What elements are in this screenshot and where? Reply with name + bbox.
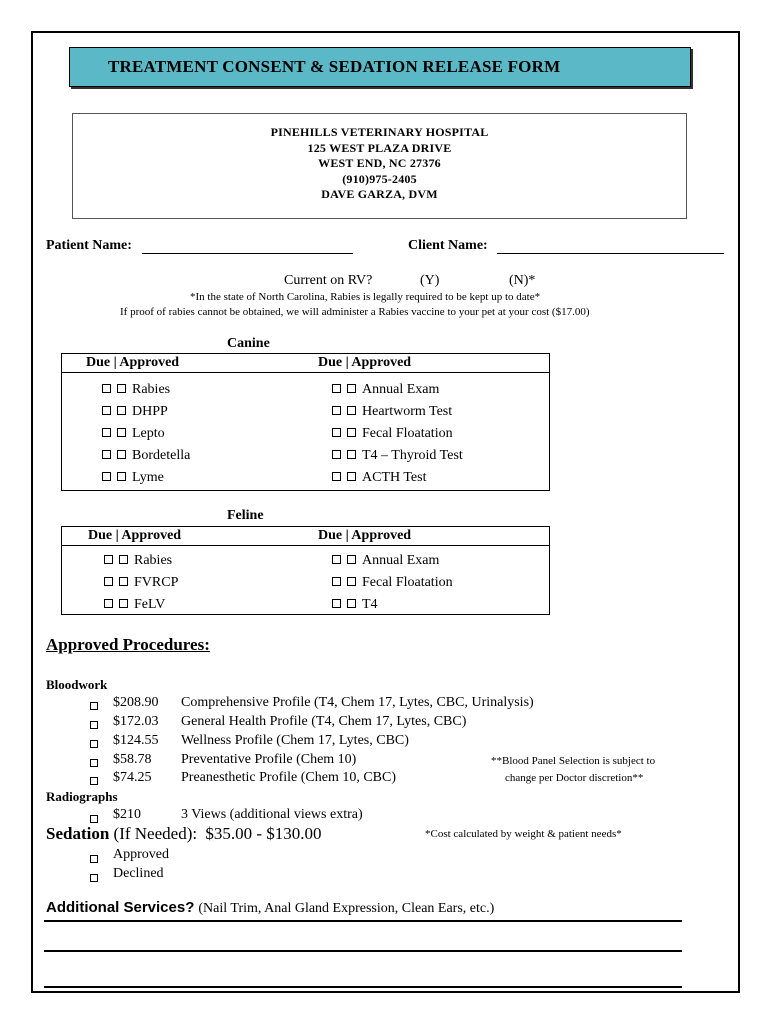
hospital-doctor: DAVE GARZA, DVM (321, 187, 438, 202)
canine-row[interactable] (102, 448, 190, 464)
canine-row[interactable] (332, 426, 453, 442)
due-checkbox[interactable] (102, 450, 111, 459)
sedation-cost-note: *Cost calculated by weight & patient needs* (425, 828, 622, 840)
canine-title: Canine (227, 336, 270, 351)
approved-checkbox[interactable] (347, 577, 356, 586)
bloodwork-desc: Preanesthetic Profile (Chem 10, CBC) (181, 770, 397, 785)
form-title: TREATMENT CONSENT & SEDATION RELEASE FORM (108, 57, 561, 76)
due-checkbox[interactable] (102, 428, 111, 437)
vaccine-label: FeLV (134, 597, 166, 612)
feline-table (61, 526, 550, 615)
bloodwork-checkbox[interactable] (90, 772, 98, 790)
patient-name-field[interactable] (142, 253, 353, 254)
approved-checkbox[interactable] (347, 555, 356, 564)
bloodwork-checkbox[interactable] (90, 697, 98, 715)
rabies-question: Current on RV? (284, 273, 373, 288)
vaccine-label: Lepto (132, 426, 165, 441)
approved-checkbox[interactable] (117, 450, 126, 459)
canine-row[interactable] (102, 426, 165, 442)
bloodwork-price: $74.25 (113, 770, 152, 785)
sedation-line (46, 824, 322, 844)
due-checkbox[interactable] (102, 384, 111, 393)
additional-services-label: Additional Services? (46, 899, 195, 916)
sedation-label: Sedation (46, 824, 110, 843)
approved-checkbox[interactable] (117, 472, 126, 481)
approved-checkbox[interactable] (119, 577, 128, 586)
due-checkbox[interactable] (332, 577, 341, 586)
client-name-label: Client Name: (408, 238, 488, 253)
due-checkbox[interactable] (332, 384, 341, 393)
canine-left-col-header: Due | Approved (86, 355, 180, 370)
rabies-no[interactable]: (N)* (509, 273, 536, 288)
vaccine-label: DHPP (132, 404, 168, 419)
radiographs-desc: 3 Views (additional views extra) (181, 807, 363, 822)
due-checkbox[interactable] (332, 599, 341, 608)
form-title-bar (69, 47, 691, 87)
approved-checkbox[interactable] (119, 599, 128, 608)
due-checkbox[interactable] (104, 577, 113, 586)
test-label: Fecal Floatation (362, 575, 453, 590)
canine-row[interactable] (102, 382, 170, 398)
hospital-info-box (72, 113, 687, 219)
approved-checkbox[interactable] (117, 384, 126, 393)
patient-name-label: Patient Name: (46, 238, 132, 253)
due-checkbox[interactable] (332, 450, 341, 459)
due-checkbox[interactable] (102, 406, 111, 415)
sedation-declined-label: Declined (113, 866, 164, 881)
additional-services-line-1[interactable] (44, 920, 682, 922)
test-label: ACTH Test (362, 470, 427, 485)
approved-procedures-heading: Approved Procedures: (46, 635, 210, 654)
test-label: Fecal Floatation (362, 426, 453, 441)
approved-checkbox[interactable] (119, 555, 128, 564)
due-checkbox[interactable] (104, 555, 113, 564)
sedation-approved-label: Approved (113, 847, 169, 862)
vaccine-label: Rabies (134, 553, 173, 568)
bloodwork-checkbox[interactable] (90, 735, 98, 753)
bloodwork-desc: General Health Profile (T4, Chem 17, Lytes, CBC) (181, 714, 467, 729)
additional-services-line-2[interactable] (44, 950, 682, 952)
bloodwork-desc: Wellness Profile (Chem 17, Lytes, CBC) (181, 733, 409, 748)
canine-row[interactable] (102, 470, 164, 486)
blood-panel-note-line2: change per Doctor discretion** (505, 772, 644, 784)
due-checkbox[interactable] (102, 472, 111, 481)
canine-row[interactable] (332, 448, 463, 464)
approved-checkbox[interactable] (117, 406, 126, 415)
feline-row[interactable] (332, 553, 439, 569)
bloodwork-desc: Preventative Profile (Chem 10) (181, 752, 357, 767)
bloodwork-price: $172.03 (113, 714, 159, 729)
test-label: T4 (362, 597, 378, 612)
bloodwork-price: $208.90 (113, 695, 159, 710)
rabies-law-note: *In the state of North Carolina, Rabies is legally required to be kept up to date* (190, 291, 541, 303)
radiographs-price: $210 (113, 807, 141, 822)
rabies-cost-note: If proof of rabies cannot be obtained, we will administer a Rabies vaccine to your pet at your cost ($17.00) (120, 306, 590, 318)
rabies-yes[interactable]: (Y) (420, 273, 440, 288)
canine-right-col-header: Due | Approved (318, 355, 412, 370)
bloodwork-heading: Bloodwork (46, 677, 108, 692)
due-checkbox[interactable] (332, 428, 341, 437)
canine-table (61, 353, 550, 491)
sedation-cost: $35.00 - $130.00 (205, 824, 322, 843)
client-name-field[interactable] (497, 253, 724, 254)
feline-row[interactable] (332, 575, 453, 591)
feline-title: Feline (227, 508, 264, 523)
feline-left-col-header: Due | Approved (88, 528, 182, 543)
due-checkbox[interactable] (332, 472, 341, 481)
sedation-approved-checkbox[interactable] (90, 850, 98, 868)
feline-row[interactable] (104, 553, 172, 569)
bloodwork-price: $58.78 (113, 752, 152, 767)
approved-checkbox[interactable] (117, 428, 126, 437)
canine-row[interactable] (332, 470, 426, 486)
feline-right-col-header: Due | Approved (318, 528, 412, 543)
additional-services-line (46, 899, 494, 917)
feline-row[interactable] (104, 597, 165, 613)
due-checkbox[interactable] (104, 599, 113, 608)
vaccine-label: Lyme (132, 470, 164, 485)
radiographs-heading: Radiographs (46, 789, 118, 804)
test-label: T4 – Thyroid Test (362, 448, 463, 463)
canine-row[interactable] (102, 404, 168, 420)
vaccine-label: Bordetella (132, 448, 191, 463)
bloodwork-price: $124.55 (113, 733, 159, 748)
additional-services-desc: (Nail Trim, Anal Gland Expression, Clean Ears, etc.) (198, 901, 495, 916)
approved-checkbox[interactable] (347, 599, 356, 608)
vaccine-label: FVRCP (134, 575, 179, 590)
hospital-name: PINEHILLS VETERINARY HOSPITAL (270, 125, 489, 139)
approved-checkbox[interactable] (347, 406, 356, 415)
vaccine-label: Rabies (132, 382, 171, 397)
approved-checkbox[interactable] (347, 384, 356, 393)
canine-row[interactable] (332, 404, 452, 420)
test-label: Annual Exam (362, 553, 440, 568)
hospital-phone: (910)975-2405 (342, 171, 417, 186)
blood-panel-note-line1: **Blood Panel Selection is subject to (491, 755, 656, 767)
additional-services-line-3[interactable] (44, 986, 682, 988)
hospital-street: 125 WEST PLAZA DRIVE (307, 140, 452, 155)
feline-row[interactable] (104, 575, 178, 591)
test-label: Annual Exam (362, 382, 440, 397)
feline-row[interactable] (332, 597, 378, 613)
hospital-city: WEST END, NC 27376 (318, 156, 441, 171)
sedation-declined-checkbox[interactable] (90, 869, 98, 887)
bloodwork-checkbox[interactable] (90, 716, 98, 734)
approved-checkbox[interactable] (347, 450, 356, 459)
bloodwork-desc: Comprehensive Profile (T4, Chem 17, Lytes, CBC, Urinalysis) (181, 695, 534, 710)
approved-checkbox[interactable] (347, 428, 356, 437)
due-checkbox[interactable] (332, 555, 341, 564)
feline-table-header (62, 527, 549, 546)
canine-table-header (62, 354, 549, 373)
test-label: Heartworm Test (362, 404, 453, 419)
approved-checkbox[interactable] (347, 472, 356, 481)
bloodwork-checkbox[interactable] (90, 754, 98, 772)
sedation-suffix: (If Needed): (113, 824, 198, 843)
canine-row[interactable] (332, 382, 439, 398)
due-checkbox[interactable] (332, 406, 341, 415)
